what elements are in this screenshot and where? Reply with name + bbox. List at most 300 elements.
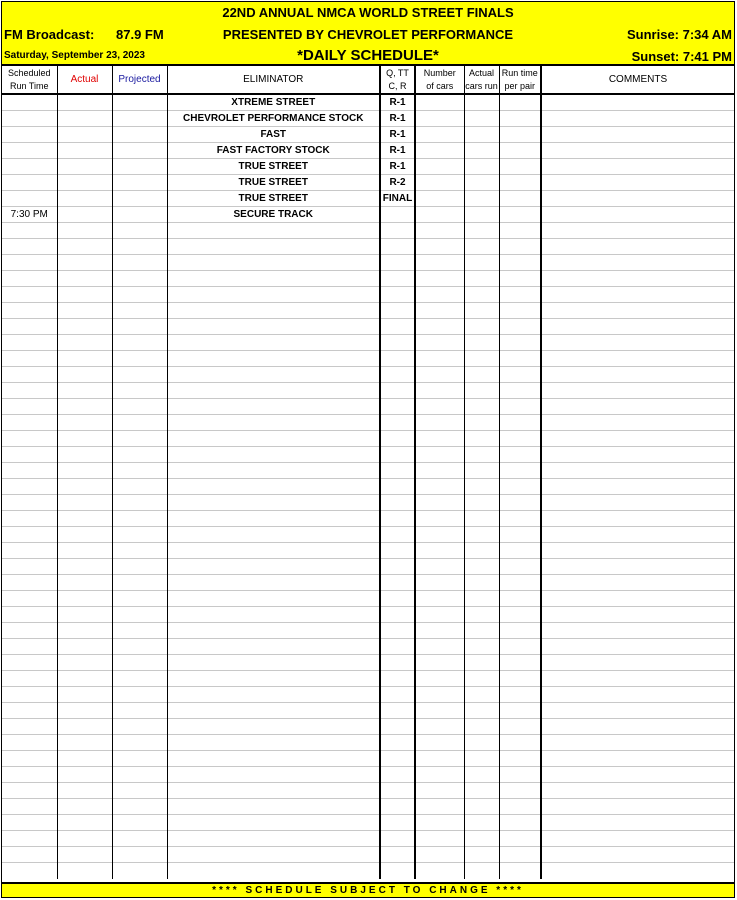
number-of-cars-header: Number of cars xyxy=(415,66,464,94)
schedule-header xyxy=(2,2,734,66)
cell-actual xyxy=(57,687,112,703)
cell-round xyxy=(380,223,415,239)
cell-eliminator xyxy=(167,351,380,367)
cell-cars xyxy=(415,335,464,351)
cell-eliminator xyxy=(167,367,380,383)
schedule-row-empty xyxy=(2,831,734,847)
cell-cars-run xyxy=(464,351,499,367)
cell-per-pair xyxy=(499,735,541,751)
cell-actual xyxy=(57,719,112,735)
cell-scheduled xyxy=(2,367,57,383)
cell-round xyxy=(380,735,415,751)
cell-comments xyxy=(541,703,734,719)
cell-comments xyxy=(541,175,734,191)
cell-round xyxy=(380,687,415,703)
cell-round xyxy=(380,655,415,671)
cell-eliminator xyxy=(167,415,380,431)
schedule-row-empty xyxy=(2,591,734,607)
cell-projected xyxy=(112,495,167,511)
cell-scheduled xyxy=(2,111,57,127)
cell-cars-run xyxy=(464,767,499,783)
cell-cars xyxy=(415,223,464,239)
cell-scheduled xyxy=(2,191,57,207)
cell-comments xyxy=(541,303,734,319)
cell-round xyxy=(380,751,415,767)
cell-round xyxy=(380,543,415,559)
cell-projected xyxy=(112,703,167,719)
cell-projected xyxy=(112,863,167,879)
cell-per-pair xyxy=(499,511,541,527)
cell-projected xyxy=(112,415,167,431)
cell-projected xyxy=(112,207,167,223)
cell-eliminator xyxy=(167,479,380,495)
actual-header: Actual xyxy=(57,66,112,94)
cell-projected xyxy=(112,111,167,127)
cell-per-pair xyxy=(499,527,541,543)
cell-eliminator xyxy=(167,575,380,591)
cell-comments xyxy=(541,159,734,175)
cell-comments xyxy=(541,815,734,831)
schedule-table xyxy=(2,66,734,879)
cell-comments xyxy=(541,431,734,447)
cell-cars-run xyxy=(464,367,499,383)
cell-scheduled xyxy=(2,559,57,575)
cell-scheduled xyxy=(2,831,57,847)
cell-per-pair xyxy=(499,479,541,495)
cell-comments xyxy=(541,207,734,223)
cell-cars-run xyxy=(464,783,499,799)
cell-projected xyxy=(112,687,167,703)
cell-actual xyxy=(57,255,112,271)
cell-per-pair xyxy=(499,159,541,175)
cell-eliminator xyxy=(167,447,380,463)
cell-projected xyxy=(112,511,167,527)
cell-projected xyxy=(112,527,167,543)
cell-round xyxy=(380,863,415,879)
cell-per-pair xyxy=(499,799,541,815)
cell-per-pair xyxy=(499,271,541,287)
cell-per-pair xyxy=(499,94,541,111)
cell-comments xyxy=(541,847,734,863)
cell-cars-run xyxy=(464,303,499,319)
cell-comments xyxy=(541,495,734,511)
cell-scheduled xyxy=(2,639,57,655)
cell-comments xyxy=(541,127,734,143)
cell-actual xyxy=(57,271,112,287)
schedule-date: Saturday, September 23, 2023 xyxy=(4,50,145,61)
cell-scheduled xyxy=(2,415,57,431)
cell-eliminator xyxy=(167,255,380,271)
cell-cars-run xyxy=(464,127,499,143)
cell-scheduled xyxy=(2,319,57,335)
cell-cars-run xyxy=(464,751,499,767)
cell-actual xyxy=(57,863,112,879)
cell-eliminator xyxy=(167,799,380,815)
cell-scheduled xyxy=(2,175,57,191)
cell-per-pair xyxy=(499,175,541,191)
cell-per-pair xyxy=(499,607,541,623)
cell-projected xyxy=(112,319,167,335)
cell-cars xyxy=(415,831,464,847)
cell-projected xyxy=(112,367,167,383)
cell-per-pair xyxy=(499,543,541,559)
round-header: Q, TT C, R xyxy=(380,66,415,94)
cell-cars-run xyxy=(464,511,499,527)
schedule-row xyxy=(2,94,734,111)
cell-comments xyxy=(541,575,734,591)
cell-cars-run xyxy=(464,111,499,127)
cell-round xyxy=(380,255,415,271)
cell-eliminator xyxy=(167,495,380,511)
cell-round xyxy=(380,479,415,495)
cell-eliminator: TRUE STREET xyxy=(167,191,380,207)
schedule-row-empty xyxy=(2,431,734,447)
cell-eliminator xyxy=(167,431,380,447)
cell-actual xyxy=(57,751,112,767)
cell-per-pair xyxy=(499,143,541,159)
cell-per-pair xyxy=(499,671,541,687)
cell-cars-run xyxy=(464,447,499,463)
cell-round xyxy=(380,447,415,463)
cell-per-pair xyxy=(499,303,541,319)
cell-cars xyxy=(415,367,464,383)
cell-scheduled xyxy=(2,447,57,463)
cell-cars xyxy=(415,511,464,527)
cell-cars-run xyxy=(464,543,499,559)
cell-round xyxy=(380,239,415,255)
cell-cars-run xyxy=(464,383,499,399)
cell-scheduled xyxy=(2,223,57,239)
cell-per-pair xyxy=(499,783,541,799)
cell-cars-run xyxy=(464,271,499,287)
cell-scheduled xyxy=(2,751,57,767)
cell-scheduled xyxy=(2,815,57,831)
cell-round xyxy=(380,831,415,847)
cell-eliminator xyxy=(167,783,380,799)
cell-actual xyxy=(57,735,112,751)
schedule-sheet xyxy=(1,1,735,898)
cell-eliminator xyxy=(167,639,380,655)
cell-per-pair xyxy=(499,687,541,703)
cell-scheduled xyxy=(2,543,57,559)
cell-cars xyxy=(415,239,464,255)
cell-cars-run xyxy=(464,143,499,159)
schedule-row-empty xyxy=(2,463,734,479)
cell-scheduled xyxy=(2,863,57,879)
cell-actual xyxy=(57,495,112,511)
cell-cars xyxy=(415,94,464,111)
cell-cars-run xyxy=(464,175,499,191)
cell-comments xyxy=(541,111,734,127)
cell-comments xyxy=(541,527,734,543)
cell-per-pair xyxy=(499,367,541,383)
cell-eliminator xyxy=(167,383,380,399)
cell-actual xyxy=(57,223,112,239)
cell-comments xyxy=(541,143,734,159)
cell-projected xyxy=(112,159,167,175)
cell-comments xyxy=(541,735,734,751)
cell-cars xyxy=(415,479,464,495)
cell-cars xyxy=(415,863,464,879)
cell-round xyxy=(380,591,415,607)
schedule-row-empty xyxy=(2,751,734,767)
cell-round xyxy=(380,623,415,639)
cell-projected xyxy=(112,175,167,191)
cell-eliminator xyxy=(167,303,380,319)
cell-cars xyxy=(415,303,464,319)
cell-per-pair xyxy=(499,767,541,783)
cell-scheduled xyxy=(2,703,57,719)
cell-comments xyxy=(541,863,734,879)
cell-scheduled xyxy=(2,159,57,175)
cell-eliminator xyxy=(167,319,380,335)
cell-round xyxy=(380,351,415,367)
cell-round xyxy=(380,527,415,543)
cell-cars xyxy=(415,591,464,607)
cell-cars-run xyxy=(464,399,499,415)
eliminator-header: ELIMINATOR xyxy=(167,66,380,94)
cell-comments xyxy=(541,94,734,111)
cell-comments xyxy=(541,223,734,239)
schedule-row-empty xyxy=(2,671,734,687)
cell-cars xyxy=(415,527,464,543)
cell-per-pair xyxy=(499,383,541,399)
cell-round xyxy=(380,703,415,719)
cell-cars xyxy=(415,415,464,431)
schedule-row-empty xyxy=(2,799,734,815)
schedule-row xyxy=(2,191,734,207)
cell-projected xyxy=(112,831,167,847)
cell-comments xyxy=(541,639,734,655)
cell-eliminator xyxy=(167,543,380,559)
cell-round xyxy=(380,799,415,815)
cell-cars xyxy=(415,639,464,655)
cell-actual xyxy=(57,527,112,543)
schedule-row-empty xyxy=(2,623,734,639)
cell-per-pair xyxy=(499,751,541,767)
cell-projected xyxy=(112,255,167,271)
schedule-row xyxy=(2,175,734,191)
cell-comments xyxy=(541,239,734,255)
cell-projected xyxy=(112,143,167,159)
cell-scheduled xyxy=(2,431,57,447)
schedule-row-empty xyxy=(2,655,734,671)
cell-per-pair xyxy=(499,447,541,463)
cell-scheduled xyxy=(2,847,57,863)
cell-comments xyxy=(541,671,734,687)
cell-comments xyxy=(541,591,734,607)
cell-cars xyxy=(415,351,464,367)
cell-projected xyxy=(112,479,167,495)
cell-cars-run xyxy=(464,287,499,303)
cell-cars xyxy=(415,159,464,175)
cell-comments xyxy=(541,319,734,335)
cell-scheduled xyxy=(2,511,57,527)
cell-projected xyxy=(112,351,167,367)
cell-scheduled xyxy=(2,719,57,735)
cell-comments xyxy=(541,415,734,431)
cell-actual xyxy=(57,431,112,447)
fm-broadcast-value: 87.9 FM xyxy=(116,27,164,42)
cell-actual xyxy=(57,847,112,863)
cell-round xyxy=(380,431,415,447)
cell-cars xyxy=(415,575,464,591)
cell-round: FINAL xyxy=(380,191,415,207)
cell-projected xyxy=(112,303,167,319)
schedule-row-empty xyxy=(2,319,734,335)
cell-scheduled xyxy=(2,607,57,623)
cell-eliminator xyxy=(167,559,380,575)
cell-per-pair xyxy=(499,399,541,415)
cell-round: R-1 xyxy=(380,111,415,127)
schedule-row-empty xyxy=(2,303,734,319)
cell-projected xyxy=(112,383,167,399)
cell-actual xyxy=(57,607,112,623)
cell-comments xyxy=(541,335,734,351)
cell-round: R-1 xyxy=(380,94,415,111)
cell-actual xyxy=(57,287,112,303)
cell-per-pair xyxy=(499,351,541,367)
cell-actual xyxy=(57,335,112,351)
cell-scheduled xyxy=(2,463,57,479)
schedule-row-empty xyxy=(2,767,734,783)
cell-actual xyxy=(57,367,112,383)
cell-round xyxy=(380,639,415,655)
cell-round xyxy=(380,207,415,223)
cell-cars xyxy=(415,543,464,559)
cell-actual xyxy=(57,94,112,111)
cell-per-pair xyxy=(499,127,541,143)
schedule-row-empty xyxy=(2,351,734,367)
schedule-row-empty xyxy=(2,527,734,543)
cell-actual xyxy=(57,703,112,719)
cell-cars-run xyxy=(464,463,499,479)
cell-actual xyxy=(57,623,112,639)
cell-comments xyxy=(541,367,734,383)
cell-scheduled xyxy=(2,671,57,687)
schedule-row-empty xyxy=(2,447,734,463)
cell-per-pair xyxy=(499,431,541,447)
cell-round xyxy=(380,463,415,479)
cell-eliminator xyxy=(167,623,380,639)
cell-cars xyxy=(415,751,464,767)
schedule-row-empty xyxy=(2,479,734,495)
cell-scheduled xyxy=(2,767,57,783)
cell-actual xyxy=(57,543,112,559)
cell-scheduled: 7:30 PM xyxy=(2,207,57,223)
cell-comments xyxy=(541,607,734,623)
cell-cars xyxy=(415,191,464,207)
cell-cars-run xyxy=(464,575,499,591)
cell-eliminator xyxy=(167,671,380,687)
cell-cars-run xyxy=(464,831,499,847)
cell-scheduled xyxy=(2,799,57,815)
cell-actual xyxy=(57,143,112,159)
cell-round xyxy=(380,847,415,863)
cell-actual xyxy=(57,799,112,815)
cell-round xyxy=(380,383,415,399)
cell-eliminator xyxy=(167,335,380,351)
cell-projected xyxy=(112,719,167,735)
cell-per-pair xyxy=(499,591,541,607)
cell-eliminator xyxy=(167,687,380,703)
cell-comments xyxy=(541,479,734,495)
cell-cars xyxy=(415,687,464,703)
cell-cars-run xyxy=(464,335,499,351)
cell-per-pair xyxy=(499,815,541,831)
cell-cars xyxy=(415,767,464,783)
cell-actual xyxy=(57,447,112,463)
cell-projected xyxy=(112,287,167,303)
schedule-row-empty xyxy=(2,575,734,591)
cell-round: R-1 xyxy=(380,127,415,143)
schedule-row-empty xyxy=(2,495,734,511)
cell-comments xyxy=(541,719,734,735)
cell-per-pair xyxy=(499,703,541,719)
schedule-footer: **** SCHEDULE SUBJECT TO CHANGE **** xyxy=(2,882,734,897)
cell-cars xyxy=(415,143,464,159)
cell-cars-run xyxy=(464,255,499,271)
cell-projected xyxy=(112,607,167,623)
cell-actual xyxy=(57,575,112,591)
cell-per-pair xyxy=(499,575,541,591)
cell-scheduled xyxy=(2,303,57,319)
cell-projected xyxy=(112,127,167,143)
schedule-row xyxy=(2,143,734,159)
cell-projected xyxy=(112,591,167,607)
cell-comments xyxy=(541,831,734,847)
cell-scheduled xyxy=(2,287,57,303)
cell-round xyxy=(380,271,415,287)
cell-eliminator: SECURE TRACK xyxy=(167,207,380,223)
schedule-row-empty xyxy=(2,639,734,655)
cell-actual xyxy=(57,239,112,255)
cell-eliminator xyxy=(167,591,380,607)
schedule-row-empty xyxy=(2,719,734,735)
cell-scheduled xyxy=(2,591,57,607)
cell-comments xyxy=(541,255,734,271)
cell-actual xyxy=(57,511,112,527)
schedule-row-empty xyxy=(2,287,734,303)
cell-scheduled xyxy=(2,687,57,703)
schedule-row-empty xyxy=(2,687,734,703)
fm-broadcast-label: FM Broadcast: xyxy=(4,27,95,42)
cell-scheduled xyxy=(2,143,57,159)
cell-comments xyxy=(541,543,734,559)
cell-cars-run xyxy=(464,527,499,543)
cell-actual xyxy=(57,831,112,847)
cell-actual xyxy=(57,111,112,127)
cell-scheduled xyxy=(2,351,57,367)
cell-projected xyxy=(112,735,167,751)
cell-scheduled xyxy=(2,495,57,511)
cell-per-pair xyxy=(499,463,541,479)
cell-projected xyxy=(112,335,167,351)
cell-projected xyxy=(112,847,167,863)
cell-per-pair xyxy=(499,239,541,255)
cell-per-pair xyxy=(499,191,541,207)
cell-actual xyxy=(57,767,112,783)
cell-scheduled xyxy=(2,271,57,287)
cell-eliminator xyxy=(167,751,380,767)
schedule-row-empty xyxy=(2,511,734,527)
cell-round xyxy=(380,367,415,383)
cell-actual xyxy=(57,159,112,175)
schedule-row-empty xyxy=(2,335,734,351)
cell-comments xyxy=(541,447,734,463)
cell-comments xyxy=(541,271,734,287)
cell-cars xyxy=(415,447,464,463)
